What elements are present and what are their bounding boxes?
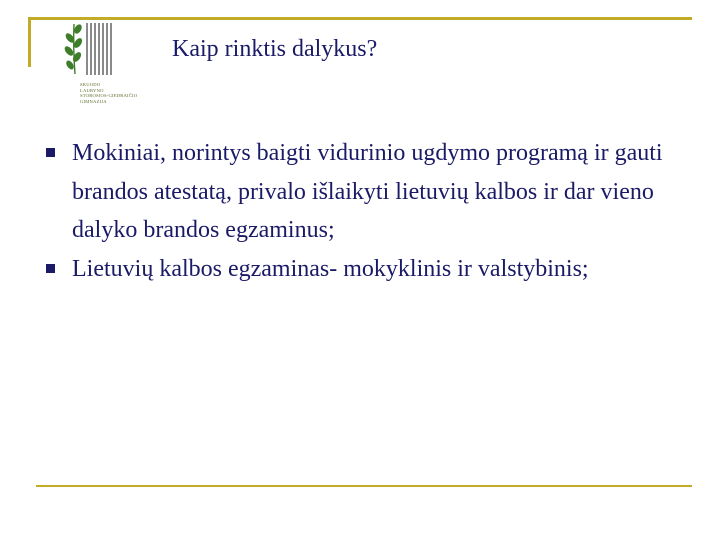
bullet-text: Lietuvių kalbos egzaminas- mokyklinis ir valstybinis; — [72, 255, 589, 282]
frame-vertical-line — [28, 17, 31, 67]
leaf-and-bars-logo-icon — [56, 18, 160, 88]
bullet-text: Mokiniai, norintys baigti vidurinio ugdymo programą ir gauti brandos atestatą, privalo išlaikyti lietuvių kalbos ir dar vieno dalyko brandos egzaminus; — [72, 140, 663, 243]
logo-text-line: GIMNAZIJA — [80, 98, 107, 104]
bullet-item — [46, 250, 686, 289]
frame-bottom-line — [36, 485, 692, 487]
school-logo — [56, 18, 160, 106]
logo-text — [80, 82, 160, 104]
square-bullet-icon — [46, 148, 55, 157]
slide-title: Kaip rinktis dalykus? — [172, 36, 378, 62]
logo-text-line: STOROSIOS-GIEDRAIČIO — [80, 93, 138, 99]
bullet-item — [46, 134, 686, 250]
logo-text-line: SKUODO — [80, 82, 101, 87]
logo-text-line: LAURYNO — [80, 87, 104, 93]
bullet-list — [46, 134, 686, 288]
square-bullet-icon — [46, 264, 55, 273]
